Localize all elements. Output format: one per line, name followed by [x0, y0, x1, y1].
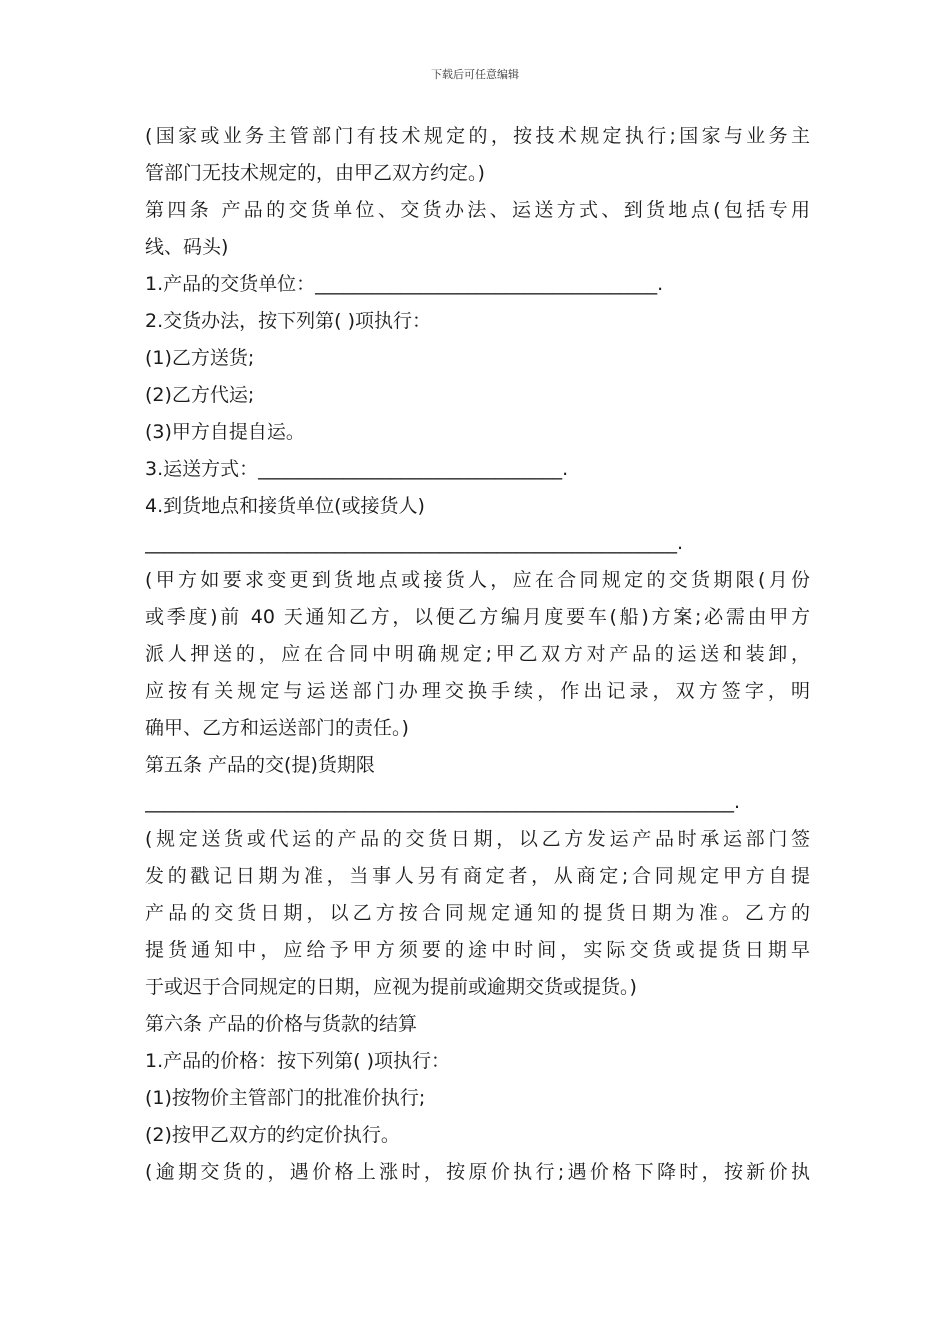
paragraph-line: 2.交货办法，按下列第( )项执行： — [145, 310, 431, 332]
paragraph-line: 管部门无技术规定的，由甲乙双方约定。) — [145, 162, 485, 184]
paragraph-line: 确甲、乙方和运送部门的责任。) — [145, 717, 409, 739]
paragraph-line: (甲方如要求变更到货地点或接货人，应在合同规定的交货期限(月份 — [145, 569, 810, 591]
article-heading: 第四条 产品的交货单位、交货办法、运送方式、到货地点(包括专用 — [145, 199, 810, 221]
paragraph-line: 或季度)前 40 天通知乙方，以便乙方编月度要车(船)方案;必需由甲方 — [145, 606, 810, 628]
paragraph-line: 发的戳记日期为准，当事人另有商定者，从商定;合同规定甲方自提 — [145, 865, 810, 887]
paragraph-line: 提货通知中，应给予甲方须要的途中时间，实际交货或提货日期早 — [145, 939, 810, 961]
article-heading: 第五条 产品的交(提)货期限 — [145, 754, 375, 776]
paragraph-line: 派人押送的，应在合同中明确规定;甲乙双方对产品的运送和装卸， — [145, 643, 810, 665]
list-item: (3)甲方自提自运。 — [145, 421, 305, 443]
paragraph-line: 1.产品的价格：按下列第( )项执行： — [145, 1050, 450, 1072]
paragraph-line: (逾期交货的，遇价格上涨时，按原价执行;遇价格下降时，按新价执 — [145, 1161, 810, 1183]
paragraph-line: 于或迟于合同规定的日期，应视为提前或逾期交货或提货。) — [145, 976, 637, 998]
paragraph-line: 产品的交货日期，以乙方按合同规定通知的提货日期为准。乙方的 — [145, 902, 810, 924]
article-heading: 线、码头) — [145, 236, 229, 258]
article-heading: 第六条 产品的价格与货款的结算 — [145, 1013, 418, 1035]
fill-in-line: 1.产品的交货单位：____________________________________. — [145, 273, 664, 295]
list-item: (1)按物价主管部门的批准价执行; — [145, 1087, 426, 1109]
paragraph-line: (国家或业务主管部门有技术规定的，按技术规定执行;国家与业务主 — [145, 125, 810, 147]
list-item: (1)乙方送货; — [145, 347, 255, 369]
document-body — [145, 118, 810, 1191]
page-header: 下载后可任意编辑 — [431, 68, 519, 81]
fill-in-line: 3.运送方式：________________________________. — [145, 458, 569, 480]
paragraph-line: (规定送货或代运的产品的交货日期，以乙方发运产品时承运部门签 — [145, 828, 810, 850]
list-item: (2)乙方代运; — [145, 384, 255, 406]
list-item: (2)按甲乙双方的约定价执行。 — [145, 1124, 400, 1146]
fill-in-line: ________________________________________________________. — [145, 532, 684, 554]
paragraph-line: 应按有关规定与运送部门办理交换手续，作出记录，双方签字，明 — [145, 680, 810, 702]
paragraph-line: 4.到货地点和接货单位(或接货人) — [145, 495, 425, 517]
fill-in-line: ______________________________________________________________. — [145, 791, 741, 813]
